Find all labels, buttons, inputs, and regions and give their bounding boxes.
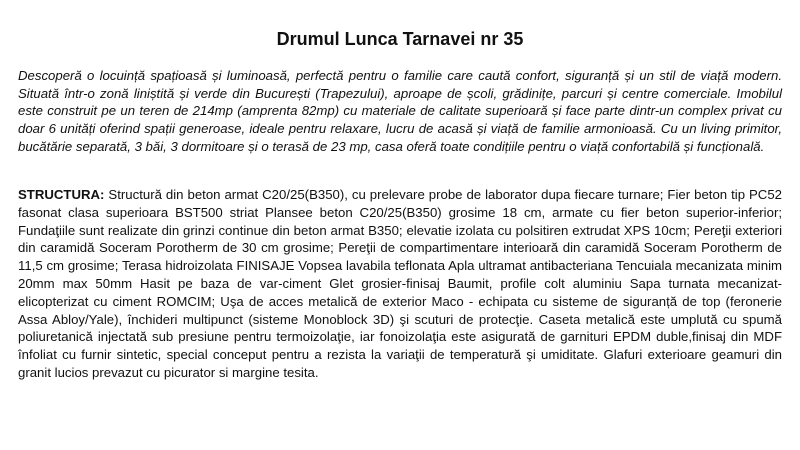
structura-text: Structură din beton armat C20/25(B350), cu prelevare probe de laborator dupa fiecare turnare; Fier beton tip PC52 fasonat clasa superioara BST500 striat Plansee beton C20/25(B350) grosime 18 cm, armate cu fier beton superior-inferior; Fundaţiile sunt realizate din grinzi continue din beton armat B350; elevatie izolata cu polsitiren extrudat XPS 10cm; Pereţii exteriori din caramidă Soceram Porotherm de 30 cm grosime; Pereţii de compartimentare interioară din caramidă Soceram Porotherm de 11,5 cm grosime; Terasa hidroizolata FINISAJE Vopsea lavabila teflonata Apla ultramat antibacteriana Tencuiala mecanizata minim 20mm max 50mm Hasit pe baza de var-ciment Glet grosier-finisaj Baumit, profile colt aluminiu Sapa turnata mecanizat-elicopterizat cu ciment ROMCIM; Uşa de acces metalică de exterior Maco - echipata cu sisteme de siguranță de top (feronerie Assa Abloy/Yale), închideri multipunct (sisteme Monoblock 3D) şi scuturi de protecţie. Caseta metalică este umplută cu spumă poliuretanică injectată sub presiune pentru termoizolaţie, iar fonoizolaţia este asigurată de garnituri EPDM duble,finisaj din MDF înfoliat cu furnir sintetic, special conceput pentru a rezista la variaţii de temperatură şi umiditate. Glafuri exterioare geamuri din granit lucios prevazut cu picurator si margine tesita.: [18, 187, 782, 380]
structura-label: STRUCTURA:: [18, 187, 105, 202]
structura-paragraph: [18, 186, 782, 382]
page-title: Drumul Lunca Tarnavei nr 35: [276, 29, 524, 49]
intro-paragraph: Descoperă o locuință spațioasă și luminoasă, perfectă pentru o familie care caută confort, siguranță și un stil de viață modern. Situată într-o zonă liniștită și verde din București (Trapezului), aproape de școli, grădinițe, parcuri și centre comerciale. Imobilul este construit pe un teren de 214mp (amprenta 82mp) cu materiale de calitate superioară și face parte dintr-un complex privat cu doar 6 unități oferind spații generoase, ideale pentru relaxare, lucru de acasă și viață de familie armonioasă. Cu un living primitor, bucătărie separată, 3 băi, 3 dormitoare și o terasă de 23 mp, casa oferă toate condițiile pentru o viață confortabilă și funcțională.: [18, 68, 782, 154]
